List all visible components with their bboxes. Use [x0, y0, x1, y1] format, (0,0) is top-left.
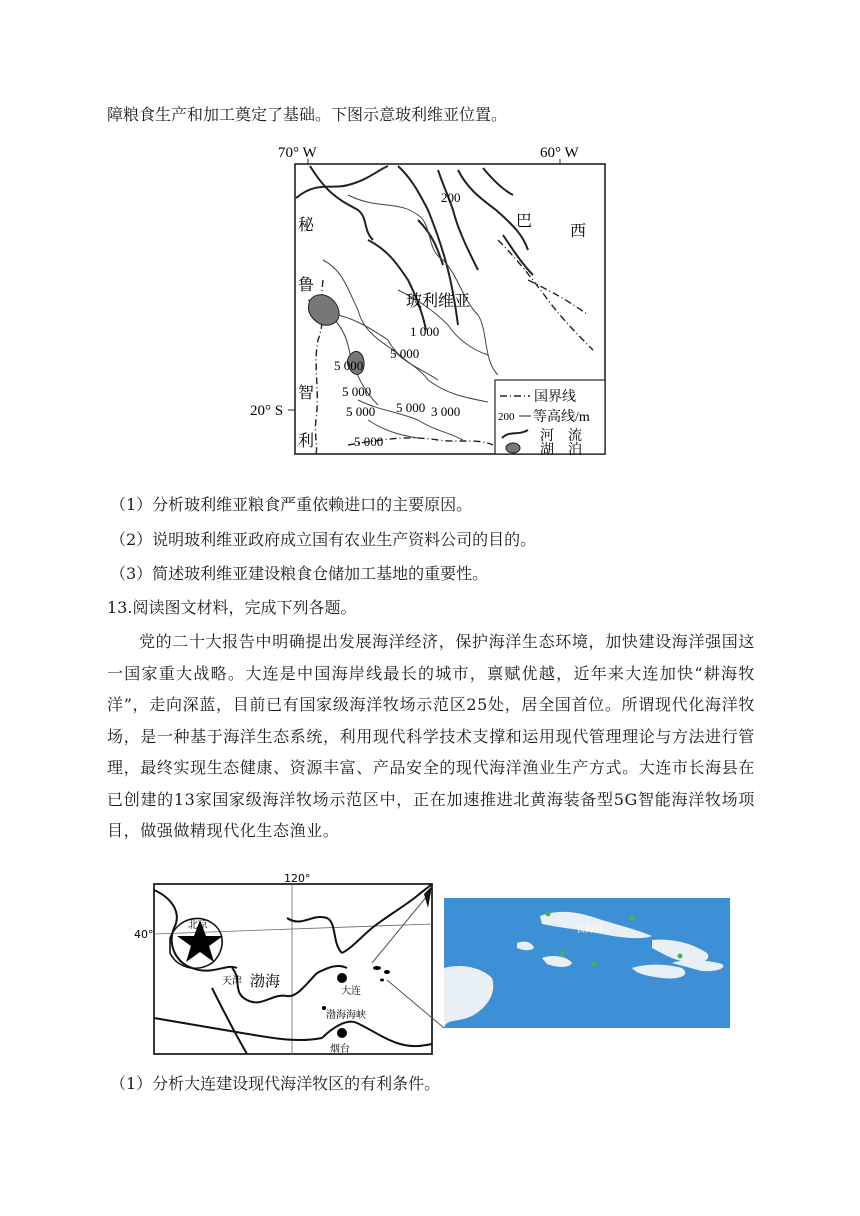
- yantai-label: 烟台: [330, 1044, 350, 1055]
- q12-item-2: （2）说明玻利维亚政府成立国有农业生产资料公司的目的。: [110, 530, 537, 549]
- changhai-label: 长海县: [576, 925, 604, 935]
- bolivia-location-map: [248, 140, 618, 458]
- strait-label: 渤海海峡: [326, 1010, 366, 1021]
- changhai-inset-map: [444, 898, 730, 1028]
- legend-contour-value: 200: [498, 411, 515, 423]
- brazil-label-2: 西: [570, 223, 587, 240]
- contour-label: 5 000: [346, 404, 376, 419]
- contour-label: 5 000: [334, 358, 364, 373]
- q13-title: 13.阅读图文材料，完成下列各题。: [107, 598, 357, 617]
- contour-label: 3 000: [431, 404, 461, 419]
- q13-paragraph: 党的二十大报告中明确提出发展海洋经济，保护海洋生态环境，加快建设海洋强国这一国家重大战略。大连是中国海岸线最长的城市，禀赋优越，近年来大连加快“耕海牧洋”，走向深蓝，目前已有国家级海洋牧场示范区25处，居全国首位。所谓现代化海洋牧场，是一种基于海洋生态系统，利用现代科学技术支撑和运用现代管理理论与方法进行管理，最终实现生态健康、资源丰富、产品安全的现代海洋渔业生产方式。大连市长海县在已创建的13家国家级海洋牧场示范区中，正在加速推进北黄海装备型5G智能海洋牧场项目，做强做精现代化生态渔业。: [107, 632, 755, 840]
- peru-label-2: 鲁: [298, 277, 315, 294]
- legend-lake: 湖 泊: [540, 443, 582, 458]
- q12-item-3: （3）简述玻利维亚建设粮食仓储加工基地的重要性。: [110, 564, 489, 583]
- contour-label: 5 000: [390, 346, 420, 361]
- yantai-dot: [337, 1028, 347, 1038]
- lat-40-label: 40°: [134, 928, 154, 941]
- map-legend: [495, 380, 605, 458]
- contour-label: 1 000: [410, 324, 440, 339]
- contour-label: 200: [441, 190, 461, 205]
- lon-60w-label: 60° W: [540, 145, 579, 161]
- chile-label-2: 利: [298, 433, 315, 450]
- beijing-label: 北京: [188, 920, 208, 931]
- legend-river: 河 流: [540, 429, 582, 444]
- lon-70w-label: 70° W: [278, 145, 317, 161]
- intro-line: 障粮食生产和加工奠定了基础。下图示意玻利维亚位置。: [107, 105, 508, 124]
- bohai-label: 渤海: [250, 972, 281, 990]
- lat-20s-label: 20° S: [250, 403, 284, 419]
- peru-label-1: 秘: [298, 217, 315, 234]
- lon-120-label: 120°: [284, 872, 311, 885]
- tianjin-label: 天津: [222, 976, 242, 987]
- dalian-location-map: [132, 868, 732, 1058]
- contour-label: 5 000: [354, 434, 384, 449]
- bolivia-label: 玻利维亚: [406, 293, 471, 310]
- legend-contour: 等高线/m: [533, 410, 590, 425]
- contour-label: 5 000: [342, 384, 372, 399]
- brazil-label-1: 巴: [516, 213, 533, 230]
- dalian-dot: [337, 973, 347, 983]
- chile-label-1: 智: [298, 385, 315, 402]
- contour-label: 5 000: [396, 400, 426, 415]
- q13-item-1: （1）分析大连建设现代海洋牧区的有利条件。: [110, 1074, 441, 1093]
- q12-item-1: （1）分析玻利维亚粮食严重依赖进口的主要原因。: [110, 495, 473, 514]
- legend-border: 国界线: [534, 390, 576, 405]
- dalian-label: 大连: [341, 986, 361, 997]
